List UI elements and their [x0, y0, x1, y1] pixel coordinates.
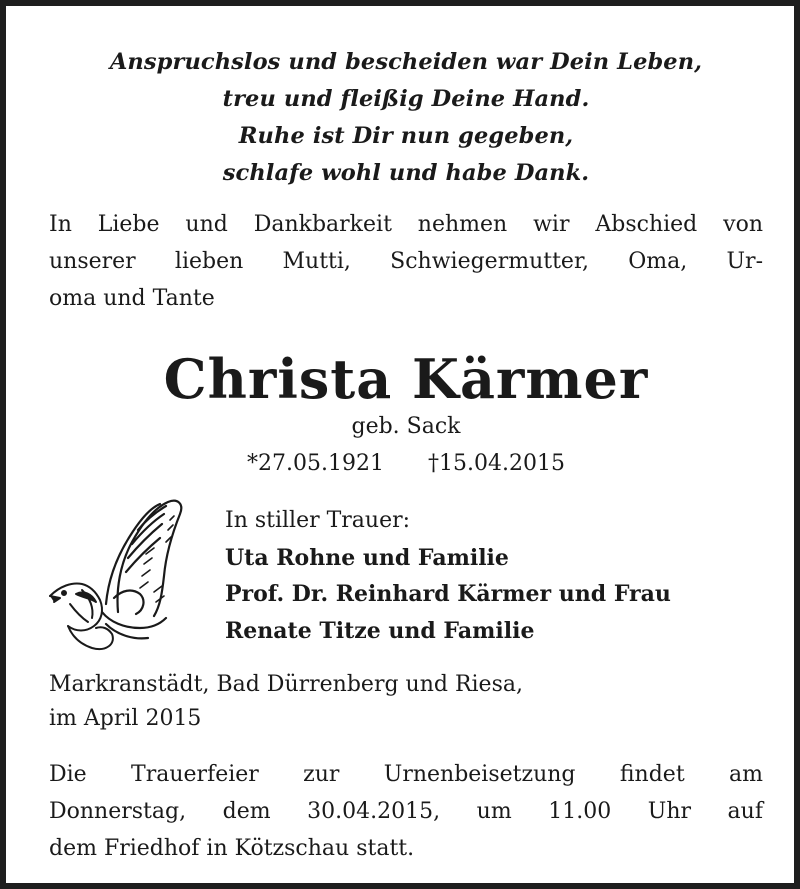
mourners-heading: In stiller Trauer: — [225, 508, 411, 533]
poem-line-3: Ruhe ist Dir nun gegeben, — [238, 123, 574, 149]
intro-line-2: unserer lieben Mutti, Schwiegermutter, Oma, Ur- — [49, 249, 763, 274]
deceased-name: Christa Kärmer — [163, 347, 649, 411]
mourners — [225, 503, 785, 649]
poem — [42, 44, 770, 192]
mourner-3: Renate Titze und Familie — [225, 617, 535, 644]
birth-date: *27.05.1921 — [247, 451, 384, 476]
poem-line-2: treu und fleißig Deine Hand. — [222, 86, 590, 112]
poem-line-1: Anspruchslos und bescheiden war Dein Leben, — [109, 49, 703, 75]
intro-text — [49, 206, 763, 317]
intro-line-3: oma und Tante — [49, 286, 215, 311]
mourner-2: Prof. Dr. Reinhard Kärmer und Frau — [225, 581, 671, 607]
ceremony-line-3: dem Friedhof in Kötzschau statt. — [49, 836, 415, 861]
ceremony-line-1: Die Trauerfeier zur Urnenbeisetzung findet am — [49, 762, 763, 787]
notice-date: im April 2015 — [49, 706, 202, 731]
poem-line-4: schlafe wohl und habe Dank. — [222, 160, 590, 186]
locations: Markranstädt, Bad Dürrenberg und Riesa, — [49, 672, 523, 697]
mourner-1: Uta Rohne und Familie — [225, 544, 509, 571]
ceremony-info — [49, 756, 763, 867]
birth-name: geb. Sack — [351, 414, 461, 439]
intro-line-1: In Liebe und Dankbarkeit nehmen wir Abschied von — [49, 212, 763, 237]
death-date: †15.04.2015 — [428, 451, 565, 476]
ceremony-line-2: Donnerstag, dem 30.04.2015, um 11.00 Uhr auf — [49, 799, 763, 824]
praying-hands-with-bird-icon — [46, 494, 192, 654]
place-and-date — [49, 668, 763, 736]
life-dates — [6, 448, 800, 480]
